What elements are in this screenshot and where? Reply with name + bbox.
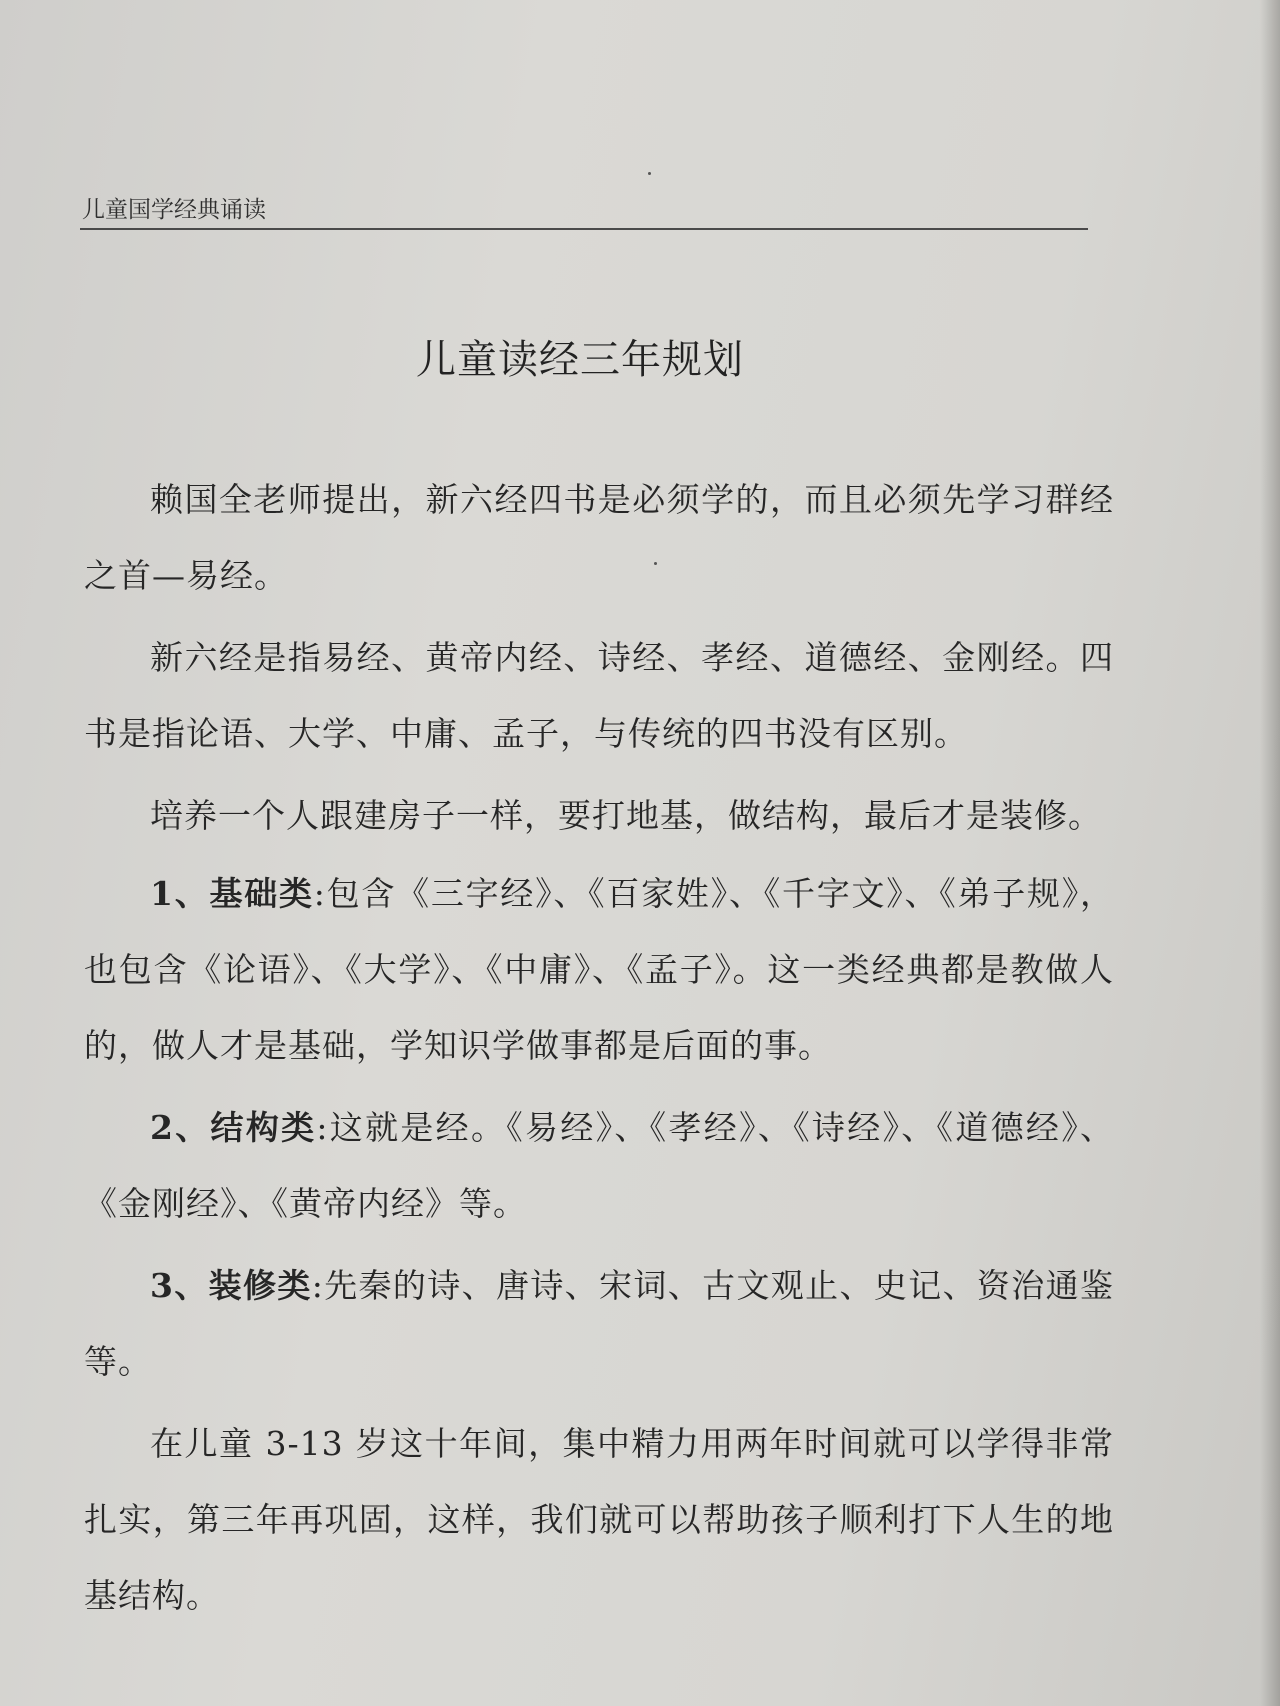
category-label: 1、基础类 xyxy=(150,874,314,913)
category-text: :这就是经。《易经》、《孝经》、《诗经》、《道德经》、《金刚经》、《黄帝内经》等。 xyxy=(84,1108,1114,1223)
page-edge-shadow xyxy=(1260,0,1280,1706)
paper-speck xyxy=(648,172,651,175)
category-text: :先秦的诗、唐诗、宋词、古文观止、史记、资治通鉴等。 xyxy=(84,1266,1114,1381)
document-body xyxy=(84,462,1114,1640)
paragraph: 培养一个人跟建房子一样，要打地基，做结构，最后才是装修。 xyxy=(150,796,1102,835)
paper-speck xyxy=(654,562,657,565)
document-title: 儿童读经三年规划 xyxy=(416,337,744,383)
category-label: 3、装修类 xyxy=(150,1266,312,1305)
paragraph-foundation xyxy=(84,856,1114,1084)
paragraph: 赖国全老师提出，新六经四书是必须学的，而且必须先学习群经之首—易经。 xyxy=(84,480,1114,595)
category-label: 2、结构类 xyxy=(150,1108,317,1147)
running-header xyxy=(80,192,1088,230)
running-header-title: 儿童国学经典诵读 xyxy=(82,197,266,223)
category-text: :包含《三字经》、《百家姓》、《千字文》、《弟子规》，也包含《论语》、《大学》、《中庸》、《孟子》。这一类经典都是教做人的，做人才是基础，学知识学做事都是后面的事。 xyxy=(84,874,1114,1065)
paragraph: 在儿童 3-13 岁这十年间，集中精力用两年时间就可以学得非常扎实，第三年再巩固，这样，我们就可以帮助孩子顺利打下人生的地基结构。 xyxy=(84,1424,1114,1615)
paragraph-decoration xyxy=(84,1248,1114,1400)
paragraph-structure xyxy=(84,1090,1114,1242)
paragraph: 新六经是指易经、黄帝内经、诗经、孝经、道德经、金刚经。四书是指论语、大学、中庸、孟子，与传统的四书没有区别。 xyxy=(84,638,1114,753)
